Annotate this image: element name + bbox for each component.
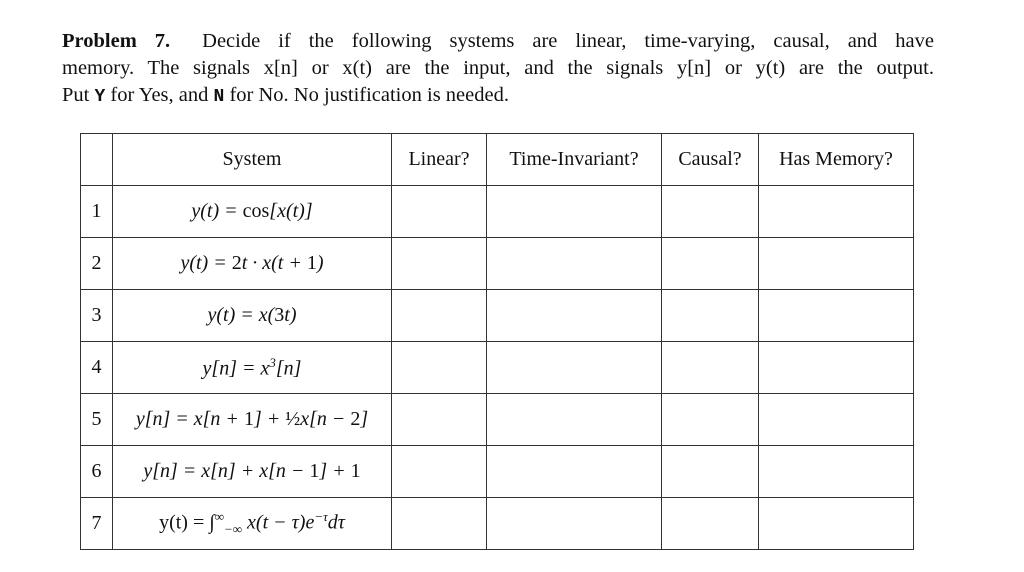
- table-row: [81, 342, 914, 394]
- answer-cell-causal[interactable]: [662, 498, 759, 550]
- formula-part: 2: [350, 408, 361, 430]
- answer-cell-causal[interactable]: [662, 394, 759, 446]
- answer-cell-time-invariant[interactable]: [487, 394, 662, 446]
- table-row: [81, 394, 914, 446]
- formula-part: cos: [242, 200, 270, 222]
- formula-part: 2: [231, 252, 242, 274]
- formula-part: t): [284, 304, 297, 326]
- system-formula: [113, 446, 392, 498]
- formula-part: y(t) =: [191, 200, 243, 222]
- formula-part: ] +: [319, 460, 351, 482]
- header-system: System: [113, 134, 392, 186]
- answer-cell-causal[interactable]: [662, 186, 759, 238]
- problem-label: Problem 7.: [62, 30, 171, 52]
- system-formula: [113, 342, 392, 394]
- row-number: 1: [81, 186, 113, 238]
- problem-line-1: Problem 7. Decide if the following systems are linear, time-varying, causal, and have: [62, 30, 934, 52]
- formula-part: ∞: [214, 509, 224, 525]
- answer-cell-has-memory[interactable]: [759, 446, 914, 498]
- formula-part: y[n] = x[n +: [135, 408, 244, 430]
- formula-part: dτ: [327, 511, 345, 534]
- answer-cell-linear[interactable]: [392, 446, 487, 498]
- problem-line-2: memory. The signals x[n] or x(t) are the input, and the signals y[n] or y(t) are the output.: [62, 57, 934, 79]
- row-number: 6: [81, 446, 113, 498]
- answer-cell-has-memory[interactable]: [759, 238, 914, 290]
- system-formula: [113, 238, 392, 290]
- answer-cell-linear[interactable]: [392, 290, 487, 342]
- answer-cell-time-invariant[interactable]: [487, 186, 662, 238]
- problem-statement: [62, 28, 934, 111]
- formula-part: y(t) =: [180, 252, 232, 274]
- formula-part: x(t − τ)e: [242, 511, 315, 534]
- formula-part: 3: [274, 304, 285, 326]
- row-number: 5: [81, 394, 113, 446]
- row-number: 3: [81, 290, 113, 342]
- answer-cell-time-invariant[interactable]: [487, 290, 662, 342]
- formula-part: y[n] = x[n] + x[n −: [143, 460, 310, 482]
- table-row: [81, 290, 914, 342]
- formula-part: ]: [360, 408, 369, 430]
- table-row: [81, 446, 914, 498]
- answer-cell-causal[interactable]: [662, 238, 759, 290]
- answer-cell-linear[interactable]: [392, 342, 487, 394]
- answer-cell-linear[interactable]: [392, 238, 487, 290]
- answer-cell-has-memory[interactable]: [759, 186, 914, 238]
- header-has-memory: Has Memory?: [759, 134, 914, 186]
- formula-part: t · x(t +: [241, 252, 307, 274]
- row-number: 2: [81, 238, 113, 290]
- system-formula: [113, 498, 392, 550]
- row-number: 7: [81, 498, 113, 550]
- answer-cell-time-invariant[interactable]: [487, 446, 662, 498]
- table-row: [81, 498, 914, 550]
- formula-part: −∞: [223, 521, 243, 537]
- yes-key: Y: [94, 87, 106, 107]
- formula-part: ] +: [253, 408, 286, 430]
- problem-line-3: Put Y for Yes, and N for No. No justification is needed.: [62, 84, 509, 107]
- formula-part: [n]: [275, 357, 302, 380]
- answer-cell-causal[interactable]: [662, 342, 759, 394]
- answer-cell-causal[interactable]: [662, 290, 759, 342]
- table-row: [81, 186, 914, 238]
- table-row: [81, 238, 914, 290]
- answer-cell-has-memory[interactable]: [759, 394, 914, 446]
- answer-cell-linear[interactable]: [392, 186, 487, 238]
- header-causal: Causal?: [662, 134, 759, 186]
- formula-part: 1: [243, 408, 254, 430]
- systems-table: [80, 133, 914, 550]
- formula-part: 1: [350, 460, 361, 482]
- answer-cell-causal[interactable]: [662, 446, 759, 498]
- answer-cell-time-invariant[interactable]: [487, 498, 662, 550]
- answer-cell-has-memory[interactable]: [759, 498, 914, 550]
- formula-part: y[n] = x: [202, 357, 270, 380]
- formula-part: ): [316, 252, 324, 274]
- formula-part: [x(t)]: [269, 200, 313, 222]
- header-linear: Linear?: [392, 134, 487, 186]
- answer-cell-linear[interactable]: [392, 498, 487, 550]
- formula-part: −τ: [314, 509, 328, 525]
- formula-part: x[n −: [300, 408, 351, 430]
- header-number: [81, 134, 113, 186]
- answer-cell-time-invariant[interactable]: [487, 342, 662, 394]
- formula-part: 1: [306, 252, 317, 274]
- formula-part: ½: [285, 408, 301, 430]
- answer-cell-has-memory[interactable]: [759, 342, 914, 394]
- system-formula: [113, 290, 392, 342]
- header-time-invariant: Time-Invariant?: [487, 134, 662, 186]
- row-number: 4: [81, 342, 113, 394]
- formula-part: y(t) = x(: [207, 304, 275, 326]
- answer-cell-linear[interactable]: [392, 394, 487, 446]
- system-formula: [113, 186, 392, 238]
- answer-cell-has-memory[interactable]: [759, 290, 914, 342]
- header-row: [81, 134, 914, 186]
- no-key: N: [213, 87, 225, 107]
- answer-cell-time-invariant[interactable]: [487, 238, 662, 290]
- formula-part: 3: [269, 354, 276, 370]
- formula-part: y(t) = ∫: [159, 511, 215, 534]
- formula-part: 1: [309, 460, 320, 482]
- system-formula: [113, 394, 392, 446]
